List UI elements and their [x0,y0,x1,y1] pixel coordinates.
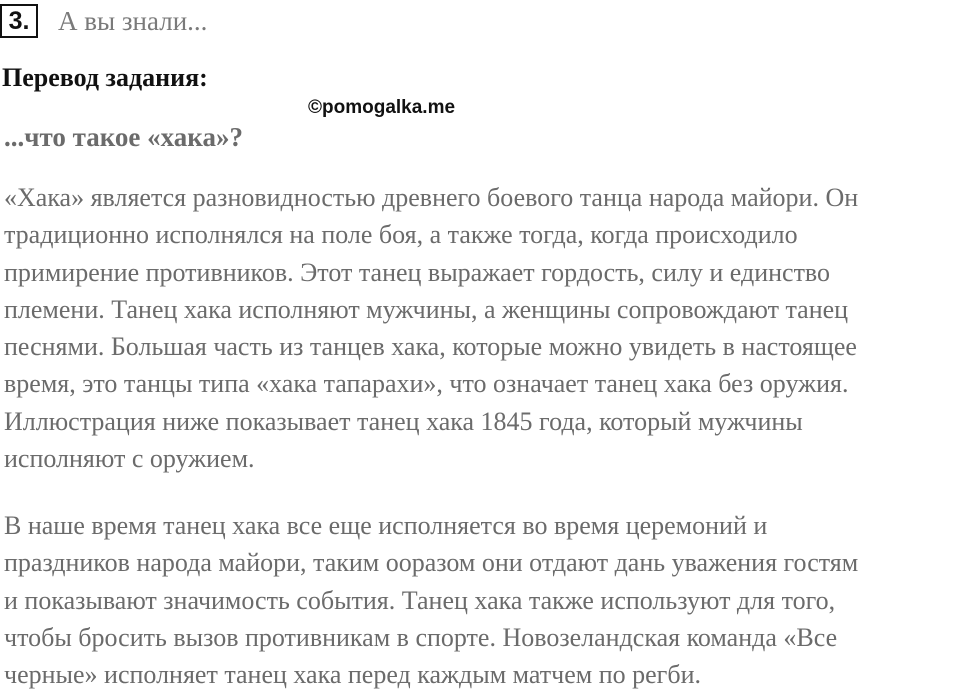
text-line: примирение противников. Этот танец выражает гордость, силу и единство [4,257,831,287]
text-line: «Хака» является разновидностью древнего боевого танца народа майори. Он [4,183,859,212]
text-line: исполняют с оружием. [4,444,255,474]
paragraph-2 [4,507,960,693]
text-line: песнями. Большая часть из танцев хака, которые можно увидеть в настоящее [4,332,857,362]
text-line: племени. Танец хака исполняют мужчины, а женщины сопровождают танец [4,294,849,324]
task-number-box: 3. [0,4,38,38]
paragraph-1 [4,179,960,477]
watermark: ©pomogalka.me [308,97,456,118]
task-header [0,3,207,39]
text-line: время, это танцы типа «хака тапарахи», что означает танец хака без оружия. [4,369,849,399]
text-line: традиционно исполнялся на поле боя, а также тогда, когда происходило [4,220,798,250]
text-line: и показывают значимость события. Танец хака также используют для того, [4,585,836,615]
question-heading: ...что такое «хака»? [4,122,243,152]
translation-heading: Перевод задания: [2,63,208,92]
text-line: чтобы бросить вызов противникам в спорте. Новозеландская команда «Все [4,622,838,652]
text-line: Иллюстрация ниже показывает танец хака 1845 года, который мужчины [4,406,803,436]
text-line: праздников народа майори, таким ооразом они отдают дань уважения гостям [4,548,859,578]
text-line: В наше время танец хака все еще исполняется во время церемоний и [4,511,768,540]
text-line: черные» исполняет танец хака перед каждым матчем по регби. [4,660,701,690]
task-title: А вы знали... [58,5,208,36]
